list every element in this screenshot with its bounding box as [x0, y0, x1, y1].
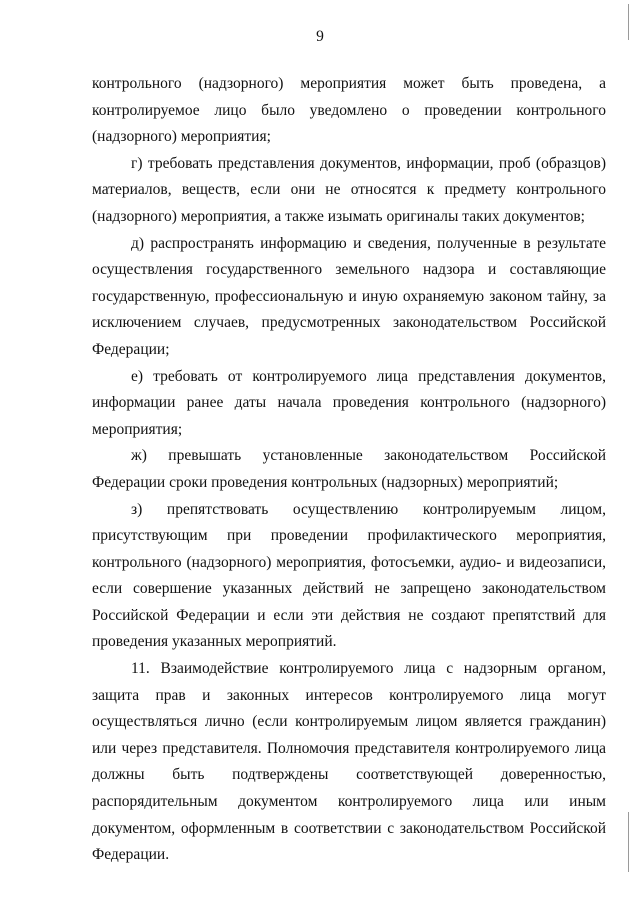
document-body [92, 71, 606, 869]
paragraph-item-g: г) требовать представления документов, информации, проб (образцов) материалов, веществ, если они не относятся к предмету контрольного (надзорного) мероприятия, а также изымать оригиналы таких документов; [92, 154, 606, 225]
paragraph-item-z: з) препятствовать осуществлению контролируемым лицом, присутствующим при проведении профилактического мероприятия, контрольного (надзорного) мероприятия, фотосъемки, аудио- и видеозаписи, если совершение указанных действий не запрещено законодательством Российской Федерации и если эти действия не создают препятствий для проведения указанных мероприятий. [92, 500, 606, 651]
paragraph-item-zh: ж) превышать установленные законодательством Российской Федерации сроки проведения контрольных (надзорных) мероприятий; [92, 447, 606, 491]
scan-edge-mark-top [628, 4, 629, 40]
page-number: 9 [316, 28, 324, 45]
paragraph-continuation: контрольного (надзорного) мероприятия может быть проведена, а контролируемое лицо было уведомлено о проведении контрольного (надзорного) мероприятия; [92, 75, 606, 146]
paragraph-point-11: 11. Взаимодействие контролируемого лица с надзорным органом, защита прав и законных интересов контролируемого лица могут осуществляться лично (если контролируемым лицом является гражданин) или через представителя. Полномочия представителя контролируемого лица должны быть подтверждены соответствующей доверенностью, распорядительным документом контролируемого лица или иным документом, оформленным в соответствии с законодательством Российской Федерации. [92, 660, 606, 864]
paragraph-item-d: д) распространять информацию и сведения, полученные в результате осуществления государственного земельного надзора и составляющие государственную, профессиональную и иную охраняемую законом тайну, за исключением случаев, предусмотренных законодательством Российской Федерации; [92, 234, 606, 358]
paragraph-item-e: е) требовать от контролируемого лица представления документов, информации ранее даты начала проведения контрольного (надзорного) мероприятия; [92, 367, 606, 438]
scan-edge-mark-bottom [628, 812, 629, 872]
